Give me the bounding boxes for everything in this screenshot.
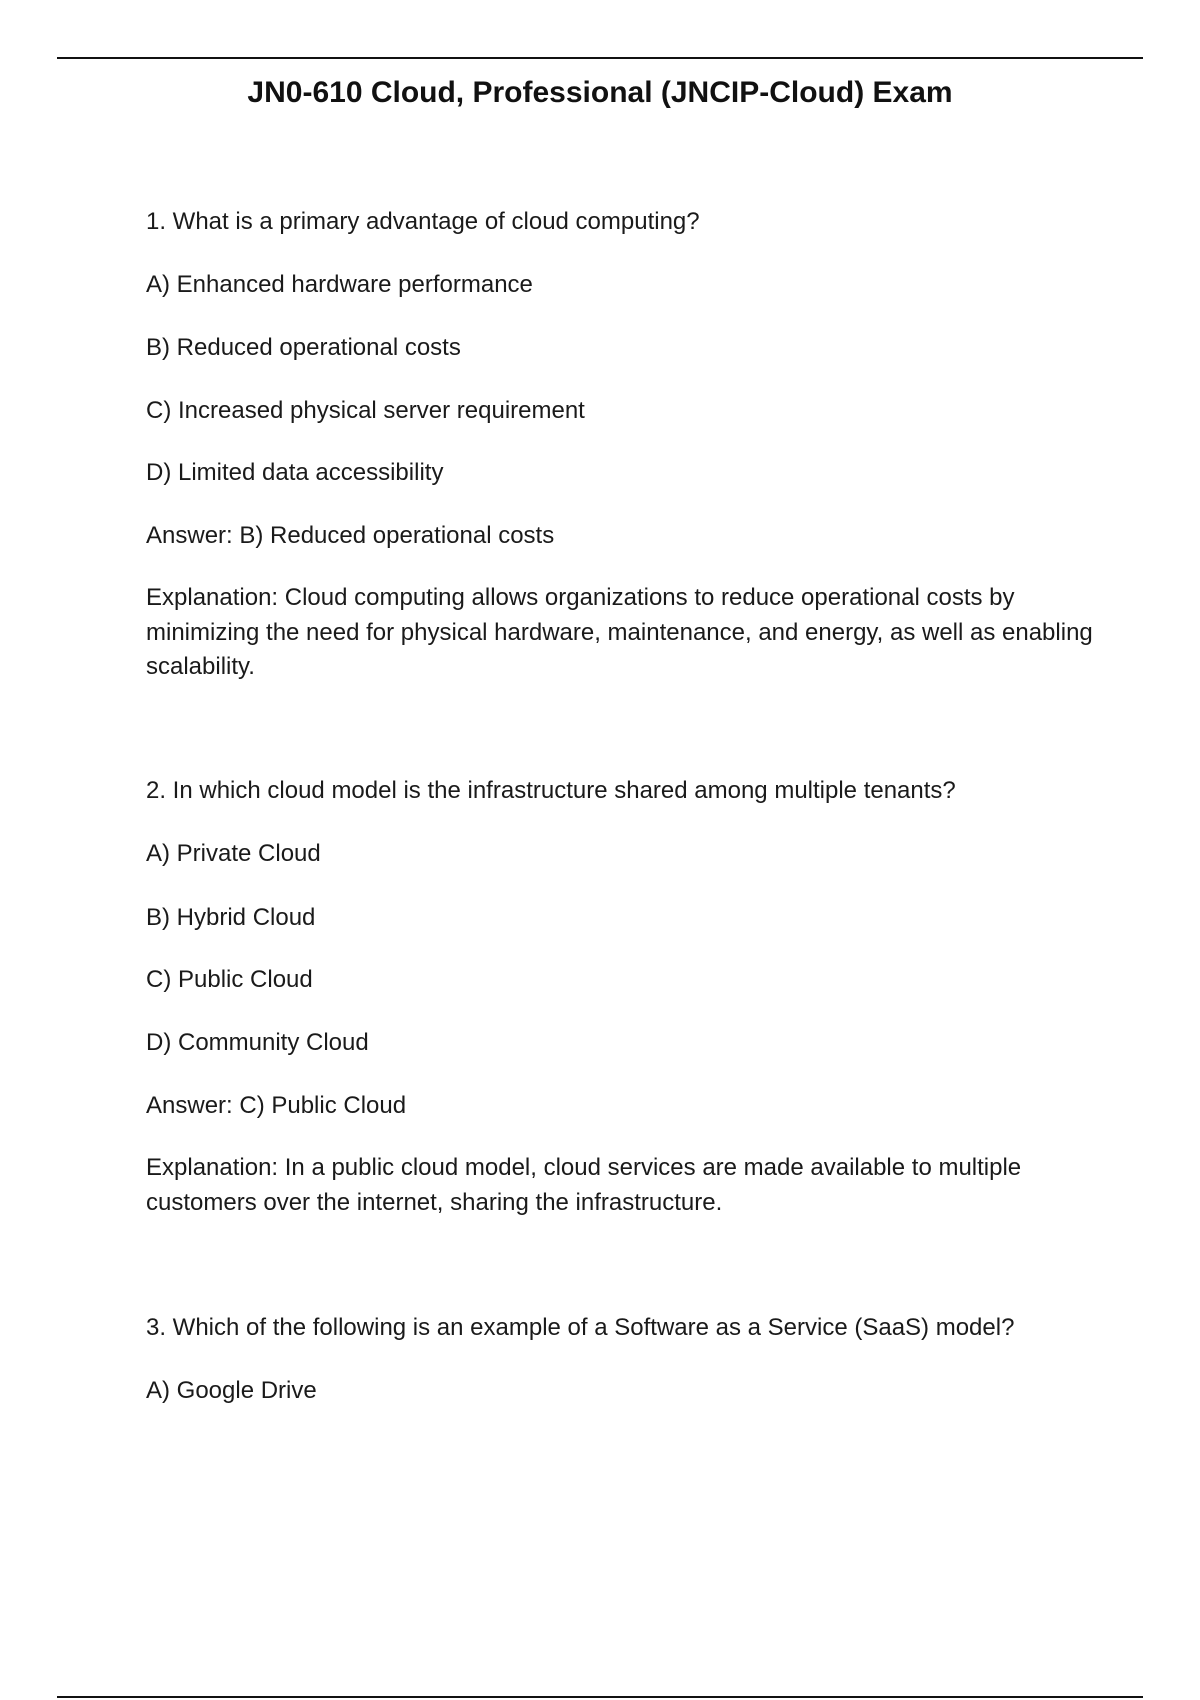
question-1-text: 1. What is a primary advantage of cloud computing?	[146, 208, 700, 235]
question-2-text: 2. In which cloud model is the infrastructure shared among multiple tenants?	[146, 777, 956, 804]
question-1-answer: Answer: B) Reduced operational costs	[146, 522, 555, 549]
question-1-option-d: D) Limited data accessibility	[146, 459, 444, 486]
question-1-option-b: B) Reduced operational costs	[146, 334, 461, 361]
question-2-explanation: Explanation: In a public cloud model, cloud services are made available to multiple customers over the internet, sharing the infrastructure.	[146, 1154, 1022, 1216]
question-2-option-c: C) Public Cloud	[146, 966, 313, 993]
question-2-option-b: B) Hybrid Cloud	[146, 904, 316, 931]
question-1-explanation: Explanation: Cloud computing allows organizations to reduce operational costs by minimizing the need for physical hardware, maintenance, and energy, as well as enabling scalability.	[146, 584, 1093, 680]
top-divider	[57, 57, 1143, 59]
question-3-option-a: A) Google Drive	[146, 1377, 317, 1404]
document-title: JN0-610 Cloud, Professional (JNCIP-Cloud) Exam	[247, 76, 953, 109]
bottom-divider	[57, 1696, 1143, 1698]
question-1-option-c: C) Increased physical server requirement	[146, 397, 585, 424]
question-2-option-d: D) Community Cloud	[146, 1029, 369, 1056]
question-1-option-a: A) Enhanced hardware performance	[146, 271, 533, 298]
question-2-answer: Answer: C) Public Cloud	[146, 1092, 407, 1119]
question-3-text: 3. Which of the following is an example of a Software as a Service (SaaS) model?	[146, 1314, 1015, 1341]
question-2-option-a: A) Private Cloud	[146, 840, 321, 867]
